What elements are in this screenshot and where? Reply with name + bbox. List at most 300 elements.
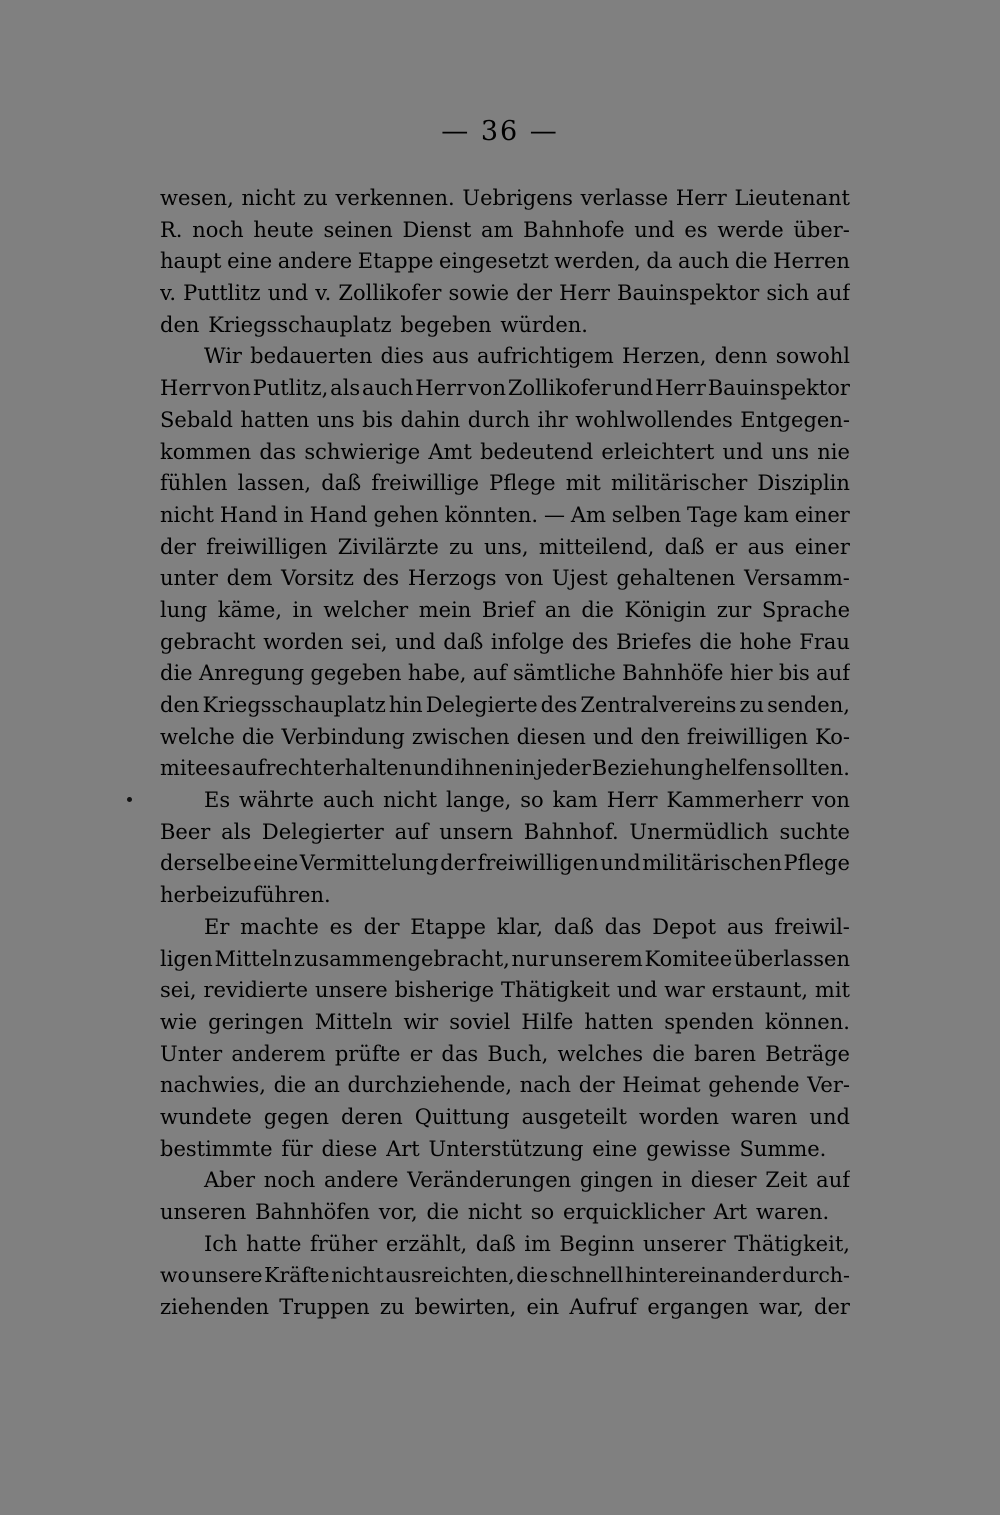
- word: ligen: [160, 946, 213, 971]
- word: Sebald: [160, 407, 233, 432]
- word: Hand: [219, 502, 278, 527]
- word: heute: [253, 217, 314, 242]
- word: Quittung: [414, 1104, 510, 1129]
- word: uns,: [484, 534, 529, 559]
- word: Kriegsschauplatz: [208, 312, 392, 337]
- word: die: [652, 1041, 685, 1066]
- word: mit: [814, 978, 850, 1003]
- word: Herr: [606, 788, 658, 813]
- word: Königin: [624, 597, 707, 622]
- word: haupt: [160, 249, 222, 274]
- word: unsern: [439, 819, 514, 844]
- word: ein: [526, 1295, 560, 1320]
- word: Briefes: [616, 629, 692, 654]
- word: gegeben: [310, 661, 402, 686]
- word: welcher: [323, 597, 409, 622]
- word: uns: [316, 407, 355, 432]
- word: unsere: [314, 978, 388, 1003]
- text-line: [160, 912, 850, 944]
- word: hatten: [240, 407, 310, 432]
- text-line: [160, 690, 850, 722]
- word: und: [600, 851, 641, 876]
- word: nicht: [160, 502, 214, 527]
- word: werden,: [554, 249, 641, 274]
- word: auf: [816, 661, 850, 686]
- word: soviel: [449, 1009, 511, 1034]
- word: geringen: [208, 1009, 304, 1034]
- word: Brief: [481, 597, 535, 622]
- word: Tage: [687, 502, 738, 527]
- word: nach: [519, 1073, 572, 1098]
- word: selben: [611, 502, 682, 527]
- word: und: [722, 439, 764, 464]
- word: Er: [204, 914, 230, 939]
- word: auch: [362, 376, 414, 401]
- word: Versamm-: [743, 566, 850, 591]
- word: derselbe: [160, 851, 252, 876]
- word: auch: [322, 788, 375, 813]
- word: erhalten: [322, 756, 413, 781]
- word: aus: [726, 914, 764, 939]
- text-line: [160, 341, 850, 373]
- word: daß: [664, 534, 705, 559]
- word: sei,: [160, 978, 197, 1003]
- word: herbeizuführen.: [160, 883, 331, 908]
- text-line: [160, 183, 850, 215]
- word: in: [514, 756, 536, 781]
- word: Herren: [773, 249, 850, 274]
- word: werde: [717, 217, 784, 242]
- word: Herr: [675, 186, 727, 210]
- word: Thätigkeit,: [734, 1231, 850, 1256]
- word: Beträge: [765, 1041, 850, 1066]
- word: bis: [362, 407, 394, 432]
- word: Hilfe: [521, 1009, 574, 1034]
- word: bis: [778, 661, 810, 686]
- word: bisherige: [394, 978, 495, 1003]
- word: Buch,: [487, 1041, 549, 1066]
- text-line: [160, 880, 850, 912]
- word: Disziplin: [757, 471, 850, 496]
- word: und: [616, 978, 658, 1003]
- word: und: [267, 281, 309, 306]
- word: aus: [432, 344, 469, 369]
- text-line: [160, 437, 850, 469]
- word: Delegierter: [261, 819, 384, 844]
- word: mitees: [160, 756, 231, 781]
- word: Unermüdlich: [629, 819, 769, 844]
- word: war,: [758, 1295, 804, 1320]
- text-line: [160, 500, 850, 532]
- word: erzählt,: [385, 1231, 468, 1256]
- word: Thätigkeit: [500, 978, 610, 1003]
- word: überlassen: [733, 946, 850, 971]
- word: Zollikofer: [507, 376, 611, 401]
- word: käme,: [217, 597, 283, 622]
- word: ihnen: [454, 756, 515, 781]
- word: Etappe: [357, 249, 434, 274]
- text-line: [160, 1102, 850, 1134]
- word: Zeit: [765, 1168, 808, 1193]
- text-line: [160, 1260, 850, 1292]
- word: wo: [160, 1263, 190, 1288]
- word: Ko-: [815, 724, 850, 749]
- word: und: [412, 756, 454, 781]
- text-line: [160, 1292, 850, 1324]
- word: er: [714, 534, 738, 559]
- word: der: [440, 851, 477, 876]
- text-line: [160, 627, 850, 659]
- word: noch: [263, 1168, 316, 1193]
- text-line: [160, 595, 850, 627]
- word: Verbindung: [281, 724, 405, 749]
- word: auf: [816, 1168, 850, 1193]
- word: Unter: [160, 1041, 223, 1066]
- word: bedeutend: [480, 439, 594, 464]
- word: sich: [766, 281, 810, 306]
- word: andere: [323, 1168, 399, 1193]
- word: Beziehung: [591, 756, 704, 781]
- word: zu: [303, 186, 328, 210]
- word: bestimmte: [160, 1136, 273, 1161]
- word: die: [273, 1073, 307, 1098]
- text-line: [160, 563, 850, 595]
- word: an: [544, 597, 571, 622]
- word: Zivilärzte: [337, 534, 439, 559]
- word: so: [520, 788, 544, 813]
- word: Mitteln: [314, 1009, 393, 1034]
- word: kam: [552, 788, 598, 813]
- word: gehen: [373, 502, 439, 527]
- word: sowohl: [775, 344, 850, 369]
- word: militärischen: [642, 851, 782, 876]
- word: eine: [592, 1136, 638, 1161]
- text-line: [160, 1165, 850, 1197]
- word: ziehenden: [160, 1295, 270, 1320]
- word: über-: [793, 217, 850, 242]
- word: unseren: [160, 1200, 247, 1224]
- word: Pflege: [489, 471, 556, 496]
- word: durchziehende,: [347, 1073, 513, 1098]
- word: seinen: [323, 217, 393, 242]
- word: denn: [714, 344, 768, 369]
- word: Ujest: [551, 566, 608, 591]
- word: das: [259, 439, 297, 464]
- word: Herzogs: [407, 566, 497, 591]
- word: der: [160, 534, 196, 559]
- word: Sprache: [761, 597, 850, 622]
- word: ihr: [537, 407, 568, 432]
- word: ergangen: [647, 1295, 749, 1320]
- word: Beer: [160, 819, 211, 844]
- word: Vermittelung: [299, 851, 439, 876]
- word: Bauinspektor: [707, 376, 850, 401]
- word: Am: [570, 502, 606, 527]
- word: Unterstützung: [428, 1136, 584, 1161]
- word: dies: [380, 344, 424, 369]
- word: unter: [160, 566, 218, 591]
- word: einer: [794, 534, 850, 559]
- word: Kammerherr: [666, 788, 803, 813]
- word: durch: [467, 407, 531, 432]
- word: in: [292, 597, 313, 622]
- word: fühlen: [160, 471, 228, 496]
- word: Amt: [428, 439, 472, 464]
- word: baren: [694, 1041, 757, 1066]
- word: der: [516, 281, 553, 306]
- word: ausreichten,: [385, 1263, 515, 1288]
- text-line: [160, 532, 850, 564]
- word: in: [661, 1168, 682, 1193]
- word: diese: [321, 1136, 378, 1161]
- word: Wir: [204, 344, 242, 369]
- word: bedauerten: [250, 344, 373, 369]
- word: jeder: [536, 756, 591, 781]
- word: für: [281, 1136, 313, 1161]
- word: Bahnhöfen: [255, 1200, 370, 1224]
- word: gegen: [263, 1104, 329, 1129]
- word: Zollikofer: [338, 281, 442, 306]
- word: von: [467, 376, 506, 401]
- word: sowie: [448, 281, 510, 306]
- word: den: [160, 693, 200, 717]
- text-line: [160, 1039, 850, 1071]
- word: das: [441, 1041, 479, 1066]
- word: des: [540, 693, 578, 717]
- word: kommen: [160, 439, 252, 464]
- word: daß: [553, 914, 594, 939]
- text-line: [160, 848, 850, 880]
- word: gingen: [579, 1168, 654, 1193]
- word: noch: [192, 217, 244, 242]
- word: Beginn: [559, 1231, 635, 1256]
- word: gewisse: [646, 1136, 731, 1161]
- ink-speck: [127, 797, 132, 802]
- word: Ver-: [807, 1073, 850, 1098]
- word: Herr: [415, 376, 467, 401]
- word: wesen,: [160, 186, 234, 210]
- word: lange,: [446, 788, 512, 813]
- word: nie: [817, 439, 850, 464]
- word: infolge: [490, 629, 565, 654]
- word: lassen,: [237, 471, 312, 496]
- text-line: [160, 944, 850, 976]
- word: von: [811, 788, 850, 813]
- text-line: [160, 1197, 850, 1229]
- word: erquicklicher: [562, 1200, 705, 1224]
- word: als: [221, 819, 252, 844]
- word: vor,: [378, 1200, 418, 1224]
- word: Dienst: [402, 217, 472, 242]
- word: Heimat: [622, 1073, 701, 1098]
- word: eine: [253, 851, 299, 876]
- word: lung: [160, 597, 208, 622]
- word: verlasse: [580, 186, 669, 210]
- word: dem: [226, 566, 273, 591]
- word: Herzen,: [622, 344, 707, 369]
- word: Bahnhöfe: [622, 661, 724, 686]
- word: an: [313, 1073, 340, 1098]
- word: die: [581, 597, 614, 622]
- word: aus: [747, 534, 785, 559]
- word: Lieutenant: [734, 186, 850, 210]
- word: prüfte: [334, 1041, 401, 1066]
- word: uns: [771, 439, 810, 464]
- word: Veränderungen: [407, 1168, 572, 1193]
- word: Anregung: [198, 661, 305, 686]
- page-number: — 36 —: [441, 116, 559, 147]
- word: als: [330, 376, 361, 401]
- word: die: [734, 249, 768, 274]
- text-line: [160, 1070, 850, 1102]
- word: und: [395, 629, 436, 654]
- word: am: [480, 217, 514, 242]
- word: begeben: [400, 312, 492, 337]
- word: hintereinander: [625, 1263, 781, 1288]
- word: anderem: [231, 1041, 326, 1066]
- word: freiwilligen: [477, 851, 599, 876]
- word: gehende: [708, 1073, 800, 1098]
- word: Art: [386, 1136, 420, 1161]
- word: Summe.: [739, 1136, 827, 1161]
- text-line: [160, 278, 850, 310]
- word: sei,: [350, 629, 388, 654]
- word: nicht: [241, 186, 296, 210]
- word: Bauinspektor: [617, 281, 760, 306]
- word: nicht: [331, 1263, 384, 1288]
- word: die: [699, 629, 732, 654]
- word: im: [524, 1231, 551, 1256]
- word: helfen: [704, 756, 772, 781]
- word: v.: [315, 281, 332, 306]
- word: freiwilligen: [206, 534, 328, 559]
- word: des: [362, 566, 400, 591]
- word: hatte: [246, 1231, 302, 1256]
- word: der: [814, 1295, 850, 1320]
- text-line: [160, 373, 850, 405]
- word: der: [363, 914, 400, 939]
- word: des: [571, 629, 609, 654]
- word: Ich: [204, 1231, 238, 1256]
- word: revidierte: [203, 978, 309, 1003]
- word: schnell: [549, 1263, 624, 1288]
- word: es: [329, 914, 353, 939]
- word: wundete: [160, 1104, 252, 1129]
- word: Uebrigens: [462, 186, 573, 210]
- word: freiwil-: [774, 914, 850, 939]
- word: mein: [418, 597, 472, 622]
- word: unserer: [643, 1231, 726, 1256]
- word: mit: [565, 471, 601, 496]
- word: schwierige: [304, 439, 421, 464]
- word: spenden: [664, 1009, 754, 1034]
- word: welche: [160, 724, 235, 749]
- word: hier: [729, 661, 773, 686]
- text-line: [160, 246, 850, 278]
- word: Art: [713, 1200, 748, 1224]
- word: machte: [240, 914, 319, 939]
- word: daß: [443, 629, 484, 654]
- word: auf: [472, 661, 507, 686]
- word: Pflege: [783, 851, 850, 876]
- body-text: [160, 183, 850, 1324]
- word: Truppen: [279, 1295, 370, 1320]
- word: durch-: [782, 1263, 850, 1288]
- text-line: [160, 753, 850, 785]
- word: unsere: [191, 1263, 263, 1288]
- word: Etappe: [410, 914, 486, 939]
- word: Frau: [799, 629, 850, 654]
- word: können.: [764, 1009, 850, 1034]
- word: Zentralvereins: [580, 693, 737, 717]
- text-line: [160, 1007, 850, 1039]
- word: unserem: [550, 946, 643, 971]
- word: nicht: [467, 1200, 522, 1224]
- word: habe,: [407, 661, 467, 686]
- word: andere: [277, 249, 353, 274]
- text-line: [160, 975, 850, 1007]
- word: waren.: [756, 1200, 830, 1224]
- word: sollten.: [772, 756, 850, 781]
- word: auf: [816, 281, 850, 306]
- word: von: [212, 376, 251, 401]
- word: ausgeteilt: [521, 1104, 627, 1129]
- word: sämtliche: [512, 661, 616, 686]
- word: zu: [449, 534, 474, 559]
- word: so: [530, 1200, 555, 1224]
- text-line: [160, 658, 850, 690]
- word: verkennen.: [335, 186, 455, 210]
- word: dieser: [690, 1168, 757, 1193]
- word: diesen: [516, 724, 586, 749]
- word: Aufruf: [569, 1295, 638, 1320]
- word: die: [160, 661, 193, 686]
- word: und: [634, 217, 675, 242]
- text-line: [160, 405, 850, 437]
- word: daß: [475, 1231, 516, 1256]
- word: gehaltenen: [616, 566, 736, 591]
- word: er: [409, 1041, 433, 1066]
- word: zu: [379, 1295, 405, 1320]
- word: könnten.: [444, 502, 539, 527]
- word: dahin: [400, 407, 461, 432]
- word: war: [664, 978, 705, 1003]
- word: die: [426, 1200, 460, 1224]
- word: Vorsitz: [281, 566, 354, 591]
- word: der: [578, 1073, 615, 1098]
- word: bewirten,: [414, 1295, 517, 1320]
- word: nachwies,: [160, 1073, 266, 1098]
- word: Delegierte: [425, 693, 538, 717]
- word: zur: [716, 597, 752, 622]
- text-line: [160, 722, 850, 754]
- word: auch: [678, 249, 730, 274]
- word: Hand: [309, 502, 368, 527]
- text-line: [160, 310, 850, 342]
- word: militärischer: [610, 471, 748, 496]
- word: eine: [227, 249, 273, 274]
- word: gebracht: [160, 629, 256, 654]
- word: würden.: [500, 312, 588, 337]
- word: wie: [160, 1009, 198, 1034]
- word: waren: [730, 1104, 798, 1129]
- word: nicht: [383, 788, 438, 813]
- word: daß: [321, 471, 362, 496]
- word: Puttlitz: [183, 281, 261, 306]
- text-line: [160, 1229, 850, 1261]
- word: in: [283, 502, 304, 527]
- word: freiwilligen: [686, 724, 809, 749]
